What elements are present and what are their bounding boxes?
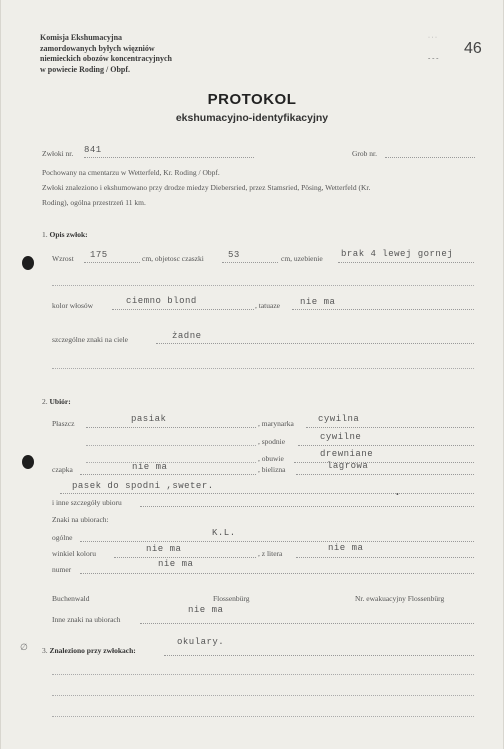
other-clothing-value: pasek do spodni ,sweter. xyxy=(72,481,214,491)
section-3-title: Znaleziono przy zwłokach: xyxy=(49,646,136,655)
trousers-value: cywilne xyxy=(320,432,362,442)
items-found-value: okulary. xyxy=(177,637,225,647)
underwear-value: lagrowa xyxy=(327,461,369,471)
trousers-label: , spodnie xyxy=(258,437,286,446)
teeth-line xyxy=(338,262,474,263)
pencil-dashes: - - - xyxy=(428,54,439,62)
body-number-line xyxy=(84,157,254,158)
page-title: PROTOKOL xyxy=(207,91,297,108)
page-subtitle: ekshumacyjno-identyfikacyjny xyxy=(175,112,329,124)
exhumation-route-text-1: Zwłoki znaleziono i ekshumowano przy drodze miedzy Diebersried, przez Stamsried, Pösing, Wetterfeld (Kr. xyxy=(42,183,371,192)
camp-flossenburg-label: Flossenbürg xyxy=(213,594,250,603)
other-details-line xyxy=(140,506,474,507)
coat-line xyxy=(86,427,256,428)
section-2-number: 2. xyxy=(42,397,48,406)
shoes-value: drewniane xyxy=(320,449,374,459)
punch-hole-top xyxy=(22,256,34,270)
clothing-marks-label: Znaki na ubiorach: xyxy=(52,515,109,524)
section-1-number: 1. xyxy=(42,230,48,239)
prisoner-number-label: numer xyxy=(52,565,72,574)
page-number: 46 xyxy=(464,40,482,57)
header-line-3: niemieckich obozów koncentracyjnych xyxy=(40,54,172,63)
hair-color-label: kolor włosów xyxy=(52,301,94,310)
section-2-title: Ubiór: xyxy=(49,397,71,406)
burial-place-text: Pochowany na cmentarzu w Wetterfeld, Kr. Roding / Obpf. xyxy=(42,168,220,177)
body-number-label: Zwłoki nr. xyxy=(42,149,74,158)
skull-volume-value: 53 xyxy=(228,250,240,260)
blank-line xyxy=(86,445,256,446)
triangle-color-value: nie ma xyxy=(146,544,182,554)
letter-label: , z litera xyxy=(258,549,283,558)
other-marks-value: nie ma xyxy=(188,605,224,615)
header-line-1: Komisja Ekshumacyjna xyxy=(40,33,123,42)
general-marks-label: ogólne xyxy=(52,533,73,542)
skull-volume-line xyxy=(222,262,278,263)
other-marks-line xyxy=(140,623,474,624)
body-number-value: 841 xyxy=(84,145,102,155)
trousers-line xyxy=(298,445,474,446)
jacket-label: , marynarka xyxy=(258,419,294,428)
underwear-line xyxy=(296,474,474,475)
general-marks-line xyxy=(80,541,474,542)
letter-line xyxy=(296,557,474,558)
blank-line xyxy=(52,716,474,717)
body-marks-line xyxy=(156,343,474,344)
commission-header xyxy=(40,33,172,75)
camp-buchenwald-label: Buchenwald xyxy=(52,594,90,603)
other-clothing-line xyxy=(60,493,474,494)
blank-line xyxy=(52,674,474,675)
items-found-line xyxy=(164,655,474,656)
shoes-line xyxy=(294,462,474,463)
grave-number-line xyxy=(385,157,475,158)
jacket-line xyxy=(306,427,474,428)
coat-value: pasiak xyxy=(131,414,167,424)
grave-number-label: Grob nr. xyxy=(352,149,377,158)
prisoner-number-line xyxy=(80,573,474,574)
tattoos-line xyxy=(292,309,474,310)
ink-mark: • xyxy=(396,490,399,499)
section-1-title: Opis zwłok: xyxy=(49,230,88,239)
prisoner-number-value: nie ma xyxy=(158,559,194,569)
skull-volume-label: cm, objetosc czaszki xyxy=(142,254,204,263)
underwear-label: , bielizna xyxy=(258,465,286,474)
punch-hole-bottom xyxy=(22,455,34,469)
blank-line xyxy=(52,285,474,286)
section-1-heading xyxy=(42,230,88,239)
letter-value: nie ma xyxy=(328,543,364,553)
height-value: 175 xyxy=(90,250,108,260)
pencil-marks: · · · xyxy=(428,35,437,41)
other-clothing-label: i inne szczegóły ubioru xyxy=(52,498,122,507)
teeth-label: cm, uzebienie xyxy=(281,254,323,263)
hair-color-line xyxy=(112,309,254,310)
blank-line xyxy=(52,368,474,369)
cap-value: nie ma xyxy=(132,462,168,472)
jacket-value: cywilna xyxy=(318,414,360,424)
coat-label: Płaszcz xyxy=(52,419,75,428)
section-2-heading xyxy=(42,397,71,406)
cap-label: czapka xyxy=(52,465,73,474)
evacuation-number-label: Nr. ewakuacyjny Flossenbürg xyxy=(355,594,445,603)
height-line xyxy=(84,262,140,263)
height-label: Wzrost xyxy=(52,254,74,263)
blank-line xyxy=(86,462,256,463)
triangle-color-line xyxy=(114,557,256,558)
general-marks-value: K.L. xyxy=(212,528,236,538)
section-3-heading xyxy=(42,646,136,655)
cap-line xyxy=(80,474,256,475)
header-line-4: w powiecie Roding / Obpf. xyxy=(40,64,131,74)
hair-color-value: ciemno blond xyxy=(126,296,197,306)
triangle-color-label: winkiel koloru xyxy=(52,549,96,558)
ink-mark: ∅ xyxy=(20,642,28,652)
exhumation-route-text-2: Roding), ogólna przestrzeń 11 km. xyxy=(42,198,146,207)
tattoos-value: nie ma xyxy=(300,297,336,307)
body-marks-value: żadne xyxy=(172,331,202,341)
section-3-number: 3. xyxy=(42,646,48,655)
header-line-2: zamordowanych byłych więzniów xyxy=(40,43,155,53)
shoes-label: , obuwie xyxy=(258,454,284,463)
body-marks-label: szczególne znaki na ciele xyxy=(52,335,128,344)
blank-line xyxy=(52,695,474,696)
tattoos-label: , tatuaze xyxy=(255,301,280,310)
other-marks-label: Inne znaki na ubiorach xyxy=(52,615,121,624)
teeth-value: brak 4 lewej gornej xyxy=(341,249,454,259)
